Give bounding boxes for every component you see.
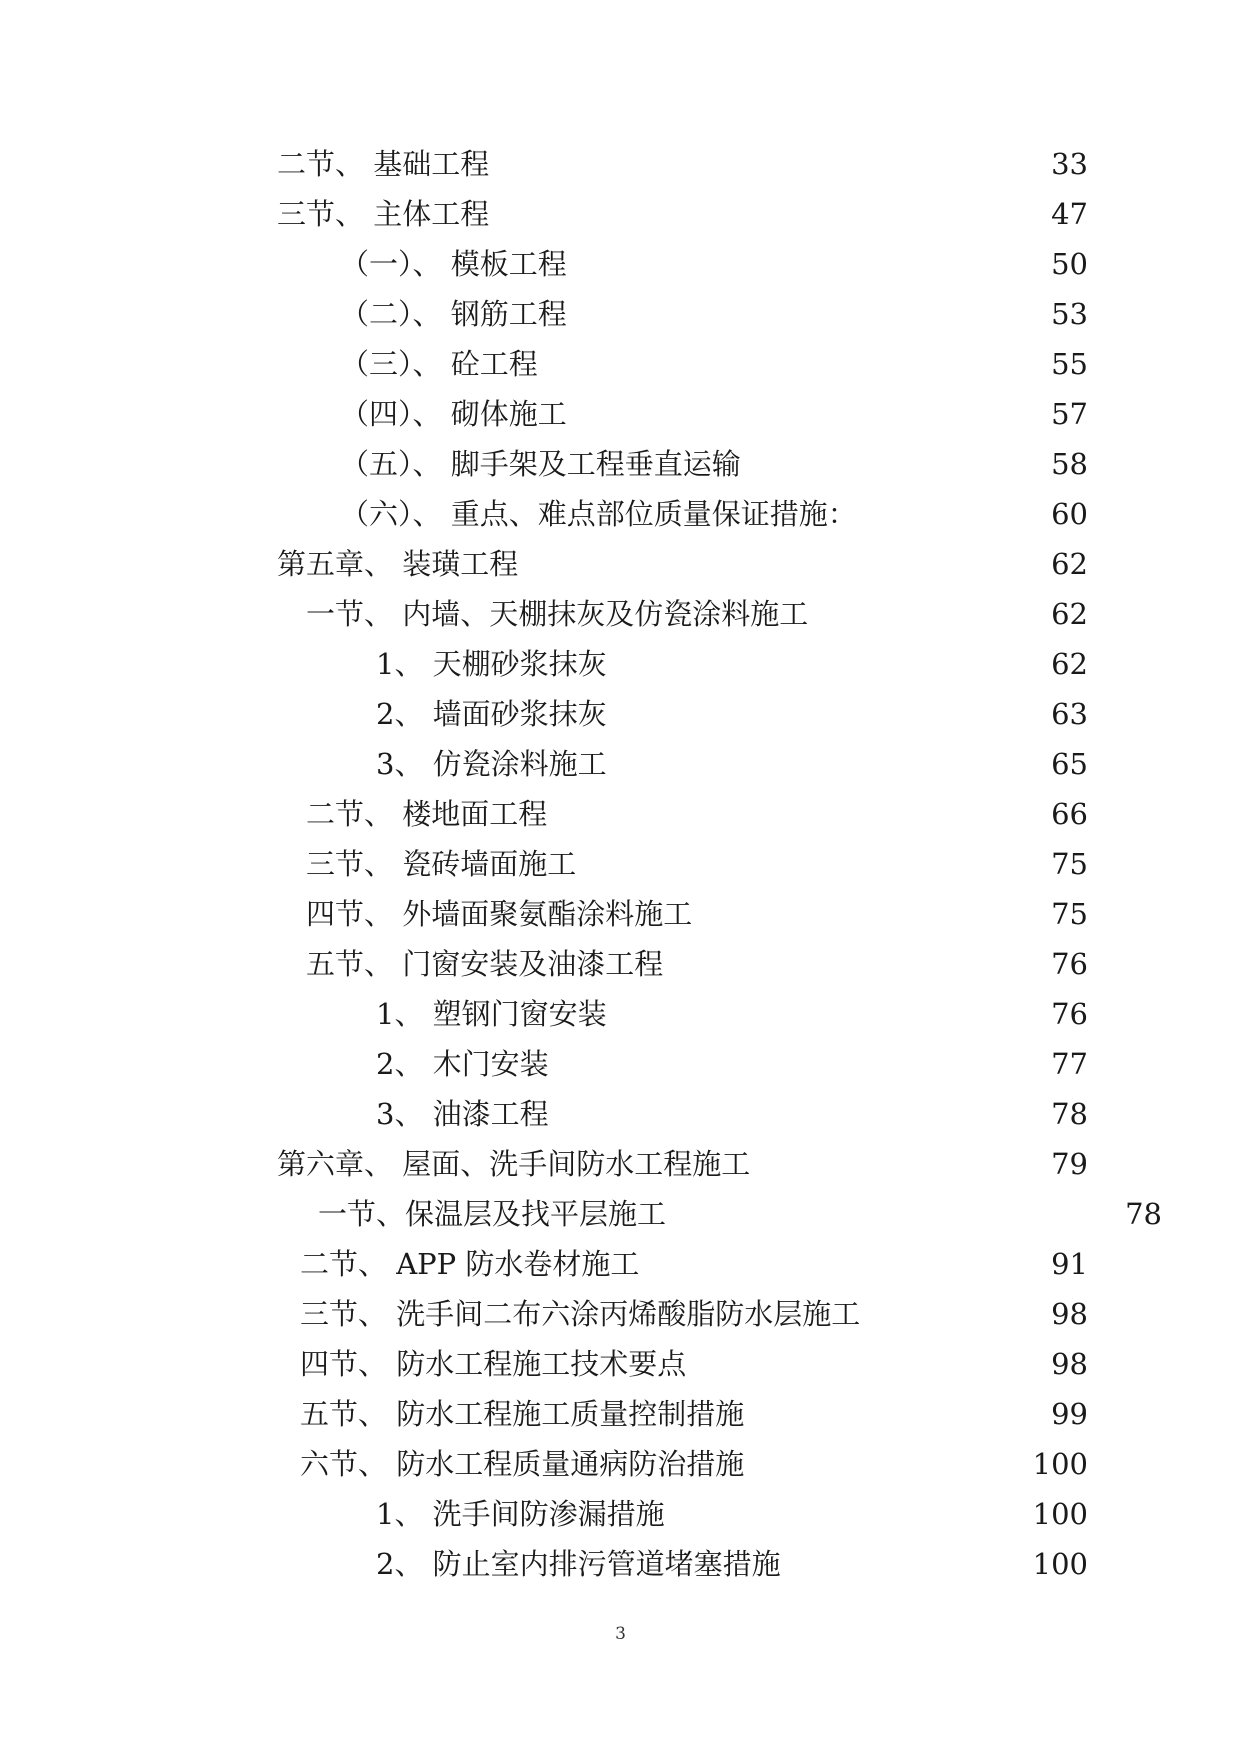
toc-entry[interactable] [0, 1440, 1241, 1490]
toc-entry-label: 2、 墙面砂浆抹灰 [376, 697, 607, 731]
toc-entry[interactable] [0, 640, 1241, 690]
toc-entry-page: 78 [1051, 1097, 1088, 1131]
toc-entry-label: 五节、 门窗安装及油漆工程 [306, 947, 664, 981]
toc-entry-label: 3、 仿瓷涂料施工 [376, 747, 607, 781]
toc-entry-page: 75 [1051, 847, 1088, 881]
toc-entry-page: 91 [1051, 1247, 1088, 1281]
toc-entry-label: 第五章、 装璜工程 [277, 547, 519, 581]
toc-entry-page: 100 [1032, 1447, 1088, 1481]
toc-entry-label: 二节、 基础工程 [277, 147, 490, 181]
toc-entry[interactable] [0, 940, 1241, 990]
toc-entry-page: 76 [1051, 947, 1088, 981]
toc-entry-label: 五节、 防水工程施工质量控制措施 [300, 1397, 745, 1431]
toc-entry-label: （五）、 脚手架及工程垂直运输 [340, 447, 741, 481]
toc-entry[interactable] [0, 990, 1241, 1040]
toc-entry-page: 62 [1051, 647, 1088, 681]
toc-entry-page: 58 [1051, 447, 1088, 481]
toc-entry-page: 65 [1051, 747, 1088, 781]
toc-entry[interactable] [0, 840, 1241, 890]
toc-entry-label: 2、 防止室内排污管道堵塞措施 [376, 1547, 781, 1581]
toc-entry-label: 1、 天棚砂浆抹灰 [376, 647, 607, 681]
toc-entry[interactable] [0, 1290, 1241, 1340]
toc-entry-page: 78 [1125, 1197, 1162, 1231]
toc-entry[interactable] [0, 1340, 1241, 1390]
toc-entry-page: 98 [1051, 1297, 1088, 1331]
toc-entry-page: 47 [1051, 197, 1088, 231]
toc-entry-label: 3、 油漆工程 [376, 1097, 549, 1131]
page-number: 3 [615, 1624, 626, 1644]
toc-entry[interactable] [0, 490, 1241, 540]
toc-entry-page: 60 [1051, 497, 1088, 531]
toc-entry-page: 33 [1051, 147, 1088, 181]
toc-entry[interactable] [0, 390, 1241, 440]
toc-entry[interactable] [0, 1390, 1241, 1440]
toc-entry[interactable] [0, 1490, 1241, 1540]
toc-entry-page: 55 [1051, 347, 1088, 381]
toc-entry-label: 四节、 外墙面聚氨酯涂料施工 [306, 897, 693, 931]
toc-entry-page: 76 [1051, 997, 1088, 1031]
toc-entry-label: 二节、 楼地面工程 [306, 797, 548, 831]
toc-entry-label: 1、 洗手间防渗漏措施 [376, 1497, 665, 1531]
toc-entry[interactable] [0, 1090, 1241, 1140]
toc-entry-page: 75 [1051, 897, 1088, 931]
toc-entry[interactable] [0, 890, 1241, 940]
toc-entry-page: 50 [1051, 247, 1088, 281]
toc-entry-page: 98 [1051, 1347, 1088, 1381]
toc-entry-page: 57 [1051, 397, 1088, 431]
toc-entry-label: 三节、 主体工程 [277, 197, 490, 231]
toc-entry-label: 1、 塑钢门窗安装 [376, 997, 607, 1031]
toc-entry-page: 79 [1051, 1147, 1088, 1181]
toc-entry[interactable] [0, 190, 1241, 240]
toc-entry[interactable] [0, 1040, 1241, 1090]
toc-entry-page: 53 [1051, 297, 1088, 331]
toc-entry[interactable] [0, 1190, 1241, 1240]
toc-entry[interactable] [0, 240, 1241, 290]
toc-entry-page: 62 [1051, 597, 1088, 631]
toc-entry-page: 66 [1051, 797, 1088, 831]
toc-entry-label: 第六章、 屋面、洗手间防水工程施工 [277, 1147, 751, 1181]
toc-entry-label: 三节、 洗手间二布六涂丙烯酸脂防水层施工 [300, 1297, 861, 1331]
toc-entry[interactable] [0, 690, 1241, 740]
toc-entry-page: 99 [1051, 1397, 1088, 1431]
table-of-contents [0, 140, 1241, 1590]
toc-entry[interactable] [0, 540, 1241, 590]
toc-entry-page: 63 [1051, 697, 1088, 731]
toc-entry[interactable] [0, 1540, 1241, 1590]
toc-entry[interactable] [0, 790, 1241, 840]
toc-entry-label: 二节、 APP 防水卷材施工 [300, 1247, 640, 1281]
toc-entry[interactable] [0, 340, 1241, 390]
toc-entry-label: 2、 木门安装 [376, 1047, 549, 1081]
toc-entry-label: 一节、 内墙、天棚抹灰及仿瓷涂料施工 [306, 597, 809, 631]
toc-entry-label: 六节、 防水工程质量通病防治措施 [300, 1447, 745, 1481]
toc-entry[interactable] [0, 440, 1241, 490]
toc-entry-label: （一）、 模板工程 [340, 247, 567, 281]
toc-entry-label: （六）、 重点、难点部位质量保证措施： [340, 497, 857, 531]
toc-entry-label: （三）、 砼工程 [340, 347, 538, 381]
toc-entry[interactable] [0, 590, 1241, 640]
toc-entry[interactable] [0, 1240, 1241, 1290]
toc-entry-label: 一节、保温层及找平层施工 [318, 1197, 667, 1231]
toc-entry[interactable] [0, 740, 1241, 790]
toc-entry-page: 77 [1051, 1047, 1088, 1081]
toc-entry-page: 100 [1032, 1497, 1088, 1531]
toc-entry[interactable] [0, 290, 1241, 340]
toc-entry-page: 62 [1051, 547, 1088, 581]
toc-entry-label: （四）、 砌体施工 [340, 397, 567, 431]
toc-entry[interactable] [0, 140, 1241, 190]
toc-entry-label: 三节、 瓷砖墙面施工 [306, 847, 577, 881]
toc-entry-label: 四节、 防水工程施工技术要点 [300, 1347, 687, 1381]
toc-entry[interactable] [0, 1140, 1241, 1190]
toc-entry-page: 100 [1032, 1547, 1088, 1581]
toc-entry-label: （二）、 钢筋工程 [340, 297, 567, 331]
